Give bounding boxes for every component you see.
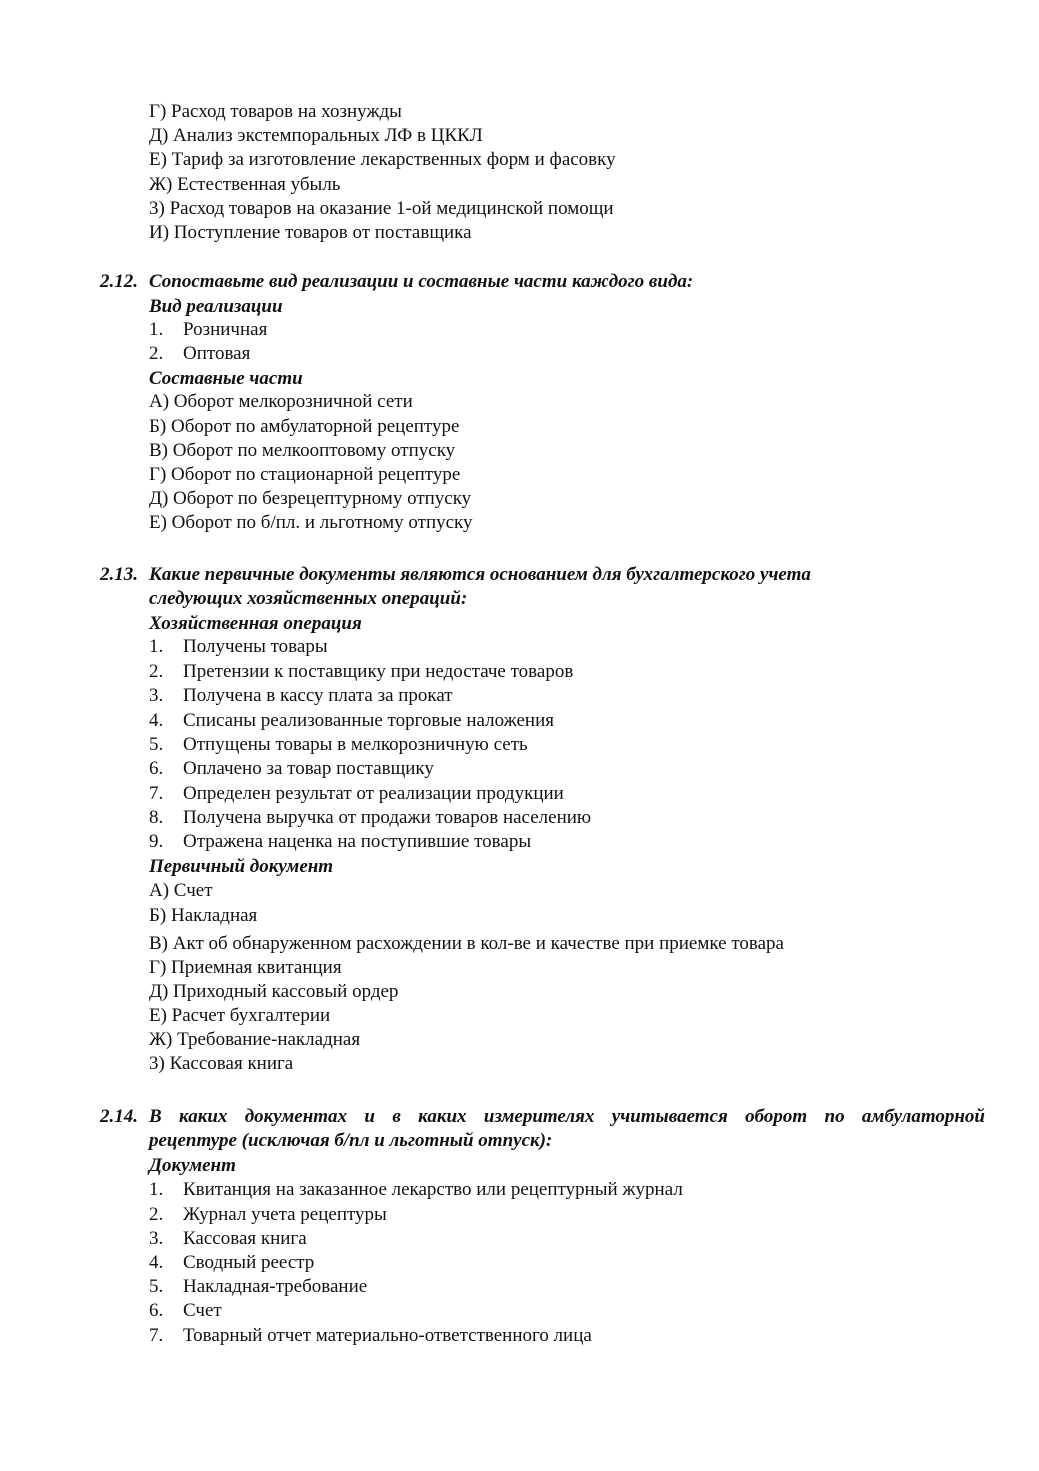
list-item: Е) Тариф за изготовление лекарственных форм и фасовку (149, 149, 616, 170)
question-title: Сопоставьте вид реализации и составные части каждого вида: (149, 271, 694, 292)
item-number: 1. (149, 1179, 164, 1200)
list-item (149, 684, 453, 708)
list-item (149, 635, 328, 659)
section-heading: Хозяйственная операция (149, 613, 362, 634)
list-item: 3) Кассовая книга (149, 1053, 294, 1074)
question-title-line: рецептуре (исключая б/пл и льготный отпуск): (149, 1130, 553, 1151)
item-number: 3. (149, 685, 164, 706)
item-text: Списаны реализованные торговые наложения (183, 710, 554, 731)
list-item: Д) Оборот по безрецептурному отпуску (149, 488, 472, 509)
list-item (149, 757, 434, 781)
list-item (149, 806, 591, 830)
list-item (149, 733, 528, 757)
list-item (149, 830, 531, 854)
list-item: В) Оборот по мелкооптовому отпуску (149, 440, 456, 461)
item-number: 9. (149, 831, 164, 852)
item-text: Накладная-требование (183, 1276, 368, 1297)
list-item: Г) Приемная квитанция (149, 957, 342, 978)
item-text: Отпущены товары в мелкорозничную сеть (183, 734, 528, 755)
question-number: 2.13. (100, 564, 138, 585)
list-item (149, 782, 564, 806)
section-heading: Документ (149, 1155, 236, 1176)
list-item (149, 1275, 367, 1299)
question-title-line: Какие первичные документы являются основанием для бухгалтерского учета (149, 564, 811, 585)
item-number: 7. (149, 1325, 164, 1346)
item-text: Отражена наценка на поступившие товары (183, 831, 532, 852)
list-item: Д) Анализ экстемпоральных ЛФ в ЦККЛ (149, 125, 483, 146)
item-number: 2. (149, 343, 164, 364)
list-item: В) Акт об обнаруженном расхождении в кол-ве и качестве при приемке товара (149, 933, 784, 954)
list-item: А) Оборот мелкорозничной сети (149, 391, 413, 412)
list-item (149, 1227, 307, 1251)
list-item (149, 1299, 222, 1323)
list-item: Е) Расчет бухгалтерии (149, 1005, 331, 1026)
list-item (149, 660, 573, 684)
item-text: Кассовая книга (183, 1228, 307, 1249)
list-item: Ж) Естественная убыль (149, 174, 341, 195)
item-number: 7. (149, 783, 164, 804)
list-item: И) Поступление товаров от поставщика (149, 222, 472, 243)
item-number: 4. (149, 1252, 164, 1273)
list-item: Д) Приходный кассовый ордер (149, 981, 399, 1002)
question-number: 2.12. (100, 271, 138, 292)
item-text: Счет (183, 1300, 222, 1321)
list-item (149, 1203, 387, 1227)
item-number: 1. (149, 636, 164, 657)
question-title-line: следующих хозяйственных операций: (149, 588, 468, 609)
item-number: 5. (149, 1276, 164, 1297)
list-item (149, 1251, 314, 1275)
item-text: Сводный реестр (183, 1252, 315, 1273)
item-number: 6. (149, 758, 164, 779)
item-text: Розничная (183, 319, 268, 340)
item-text: Претензии к поставщику при недостаче товаров (183, 661, 574, 682)
item-text: Оплачено за товар поставщику (183, 758, 434, 779)
list-item: Г) Оборот по стационарной рецептуре (149, 464, 461, 485)
list-item (149, 318, 267, 342)
list-item (149, 1324, 592, 1348)
item-number: 6. (149, 1300, 164, 1321)
question-title-line: В каких документах и в каких измерителях учитывается оборот по амбулаторной (149, 1106, 985, 1127)
list-item (149, 342, 250, 366)
item-number: 2. (149, 661, 164, 682)
list-item: А) Счет (149, 880, 213, 901)
list-item: Б) Оборот по амбулаторной рецептуре (149, 416, 460, 437)
item-number: 1. (149, 319, 164, 340)
item-text: Квитанция на заказанное лекарство или рецептурный журнал (183, 1179, 683, 1200)
item-number: 4. (149, 710, 164, 731)
question-number: 2.14. (100, 1106, 138, 1127)
list-item: Г) Расход товаров на хознужды (149, 101, 402, 122)
item-number: 2. (149, 1204, 164, 1225)
item-number: 5. (149, 734, 164, 755)
item-text: Определен результат от реализации продукции (183, 783, 564, 804)
item-text: Получена в кассу плата за прокат (183, 685, 453, 706)
list-item: Ж) Требование-накладная (149, 1029, 361, 1050)
item-text: Получена выручка от продажи товаров населению (183, 807, 592, 828)
section-heading: Первичный документ (149, 856, 334, 877)
section-heading: Вид реализации (149, 296, 283, 317)
list-item: Б) Накладная (149, 905, 258, 926)
list-item (149, 709, 554, 733)
item-text: Журнал учета рецептуры (183, 1204, 387, 1225)
item-number: 8. (149, 807, 164, 828)
item-text: Получены товары (183, 636, 328, 657)
item-text: Оптовая (183, 343, 251, 364)
section-heading: Составные части (149, 368, 303, 389)
list-item: Е) Оборот по б/пл. и льготному отпуску (149, 512, 473, 533)
item-number: 3. (149, 1228, 164, 1249)
item-text: Товарный отчет материально-ответственного лица (183, 1325, 592, 1346)
list-item: 3) Расход товаров на оказание 1-ой медицинской помощи (149, 198, 614, 219)
list-item (149, 1178, 683, 1202)
